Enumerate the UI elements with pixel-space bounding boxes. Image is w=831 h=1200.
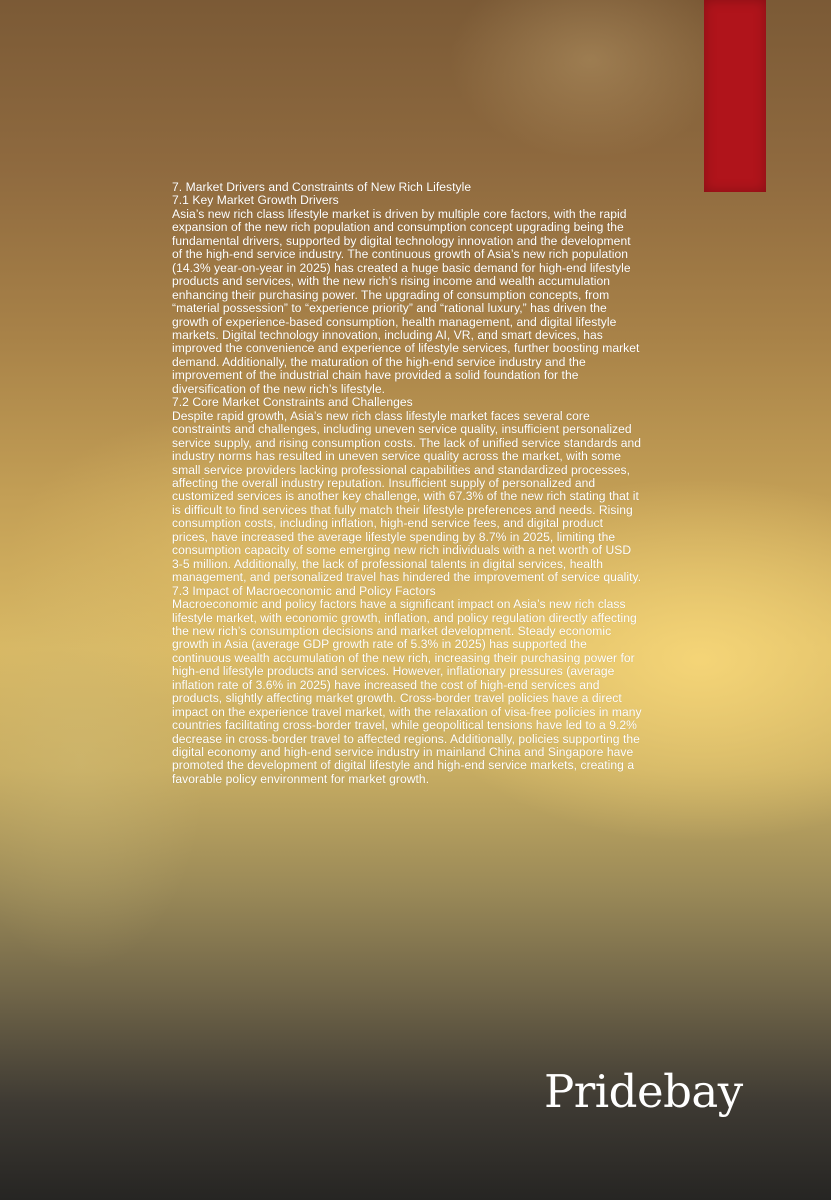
section-heading-7-2: 7.2 Core Market Constraints and Challenges	[172, 395, 413, 410]
section-heading-7-3: 7.3 Impact of Macroeconomic and Policy Factors	[172, 583, 436, 598]
document-body	[172, 181, 642, 786]
section-body-7-3: Macroeconomic and policy factors have a significant impact on Asia’s new rich class lifestyle market, with economic growth, inflation, and policy regulation directly affecting the new rich’s consumption decisions and market development. Steady economic growth in Asia (average GDP growth rate of 5.3% in 2025) has supported the continuous wealth accumulation of the new rich, increasing their purchasing power for high-end lifestyle products and services. However, inflationary pressures (average inflation rate of 3.6% in 2025) have increased the cost of high-end services and products, slightly affecting market growth. Cross-border travel policies have a direct impact on the experience travel market, with the relaxation of visa-free policies in many countries facilitating cross-border travel, while geopolitical tensions have led to a 9.2% decrease in cross-border travel to affected regions. Additionally, policies supporting the digital economy and high-end service industry in mainland China and Singapore have promoted the development of digital lifestyle and high-end service markets, creating a favorable policy environment for market growth.	[172, 597, 642, 786]
brand-logo-text: Pridebay	[544, 1065, 743, 1118]
section-body-7-2: Despite rapid growth, Asia’s new rich class lifestyle market faces several core constraints and challenges, including uneven service quality, insufficient personalized service supply, and rising consumption costs. The lack of unified service standards and industry norms has resulted in uneven service quality across the market, with some small service providers lacking professional capabilities and standardized processes, affecting the overall industry reputation. Insufficient supply of personalized and customized services is another key challenge, with 67.3% of the new rich stating that it is difficult to find services that fully match their lifestyle preferences and needs. Rising consumption costs, including inflation, high-end service fees, and digital product prices, have increased the average lifestyle spending by 8.7% in 2025, limiting the consumption capacity of some emerging new rich individuals with a net worth of USD 3-5 million. Additionally, the lack of professional talents in digital services, health management, and personalized travel has hindered the improvement of service quality.	[172, 408, 642, 585]
section-heading-7-1: 7.1 Key Market Growth Drivers	[172, 193, 339, 208]
red-accent-bar	[704, 0, 766, 192]
chapter-heading: 7. Market Drivers and Constraints of New Rich Lifestyle	[172, 180, 472, 194]
section-body-7-1: Asia’s new rich class lifestyle market is driven by multiple core factors, with the rapid expansion of the new rich population and consumption concept upgrading being the fundamental drivers, supported by digital technology innovation and the development of the high-end service industry. The continuous growth of Asia’s new rich population (14.3% year-on-year in 2025) has created a huge basic demand for high-end lifestyle products and services, with the new rich’s rising income and wealth accumulation enhancing their purchasing power. The upgrading of consumption concepts, from “material possession” to “experience priority” and “rational luxury,” has driven the growth of experience-based consumption, health management, and digital lifestyle markets. Digital technology innovation, including AI, VR, and smart devices, has improved the convenience and experience of lifestyle services, further boosting market demand. Additionally, the maturation of the high-end service industry and the improvement of the industrial chain have provided a solid foundation for the diversification of the new rich’s lifestyle.	[172, 206, 640, 396]
